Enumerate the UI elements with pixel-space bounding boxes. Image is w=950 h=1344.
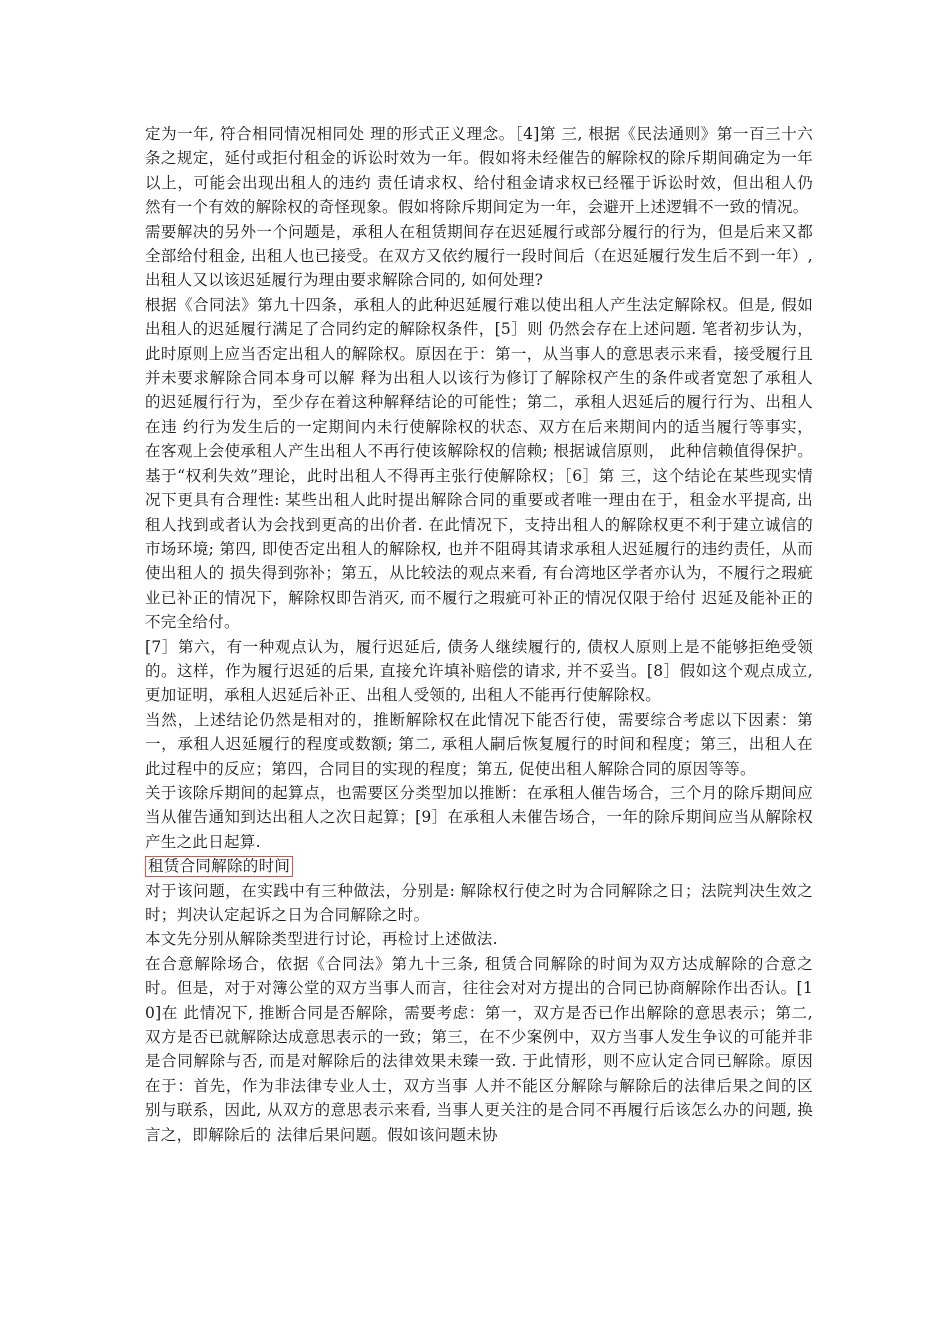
paragraph-5: 当然，上述结论仍然是相对的，推断解除权在此情况下能否行使，需要综合考虑以下因素：第一，承租人迟延履行的程度或数额; 第二, 承租人嗣后恢复履行的时间和程度；第三，出租人在此过程中的反应；第四，合同目的实现的程度；第五, 促使出租人解除合同的原因等等。 xyxy=(145,710,813,778)
paragraph-8: 本文先分别从解除类型进行讨论，再检讨上述做法. xyxy=(145,930,498,949)
paragraph-4: [7］第六，有一种观点认为，履行迟延后, 债务人继续履行的, 债权人原则上是不能够拒绝受领的。这样，作为履行迟延的后果, 直接允许填补赔偿的请求, 并不妥当。[8］假如这个观点成立, 更加证明，承租人迟延后补正、出租人受领的, 出租人不能再行使解除权。 xyxy=(145,637,813,705)
paragraph-6: 关于该除斥期间的起算点，也需要区分类型加以推断：在承租人催告场合，三个月的除斥期间应当从催告通知到达出租人之次日起算；[9］在承租人未催告场合，一年的除斥期间应当从解除权产生之此日起算. xyxy=(145,783,813,851)
section-heading-row xyxy=(145,854,813,878)
document-body xyxy=(145,122,813,1147)
paragraph-3: 根据《合同法》第九十四条，承租人的此种迟延履行难以使出租人产生法定解除权。但是, 假如出租人的迟延履行满足了合同约定的解除权条件，[5］则 仍然会存在上述问题. 笔者初步认为，此时原则上应当否定出租人的解除权。原因在于：第一，从当事人的意思表示来看，接受履行且并未要求解除合同本身可以解 释为出租人以该行为修订了解除权产生的条件或者宽恕了承租人的迟延履行行为，至少存在着这种解释结论的可能性；第二，承租人迟延后的履行行为、出租人在违 约行为发生后的一定期间内未行使解除权的状态、双方在后来期间内的适当履行等事实，在客观上会使承租人产生出租人不再行使该解除权的信赖; 根据诚信原则， 此种信赖值得保护。基于“权利失效”理论，此时出租人不得再主张行使解除权；［6］第 三，这个结论在某些现实情况下更具有合理性: 某些出租人此时提出解除合同的重要或者唯一理由在于，租金水平提高, 出租人找到或者认为会找到更高的出价者. 在此情况下，支持出租人的解除权更不利于建立诚信的市场环境; 第四, 即使否定出租人的解除权, 也并不阻碍其请求承租人迟延履行的违约责任，从而使出租人的 损失得到弥补；第五，从比较法的观点来看, 有台湾地区学者亦认为，不履行之瑕疵业已补正的情况下，解除权即告消灭, 而不履行之瑕疵可补正的情况仅限于给付 迟延及能补正的不完全给付。 xyxy=(145,295,813,632)
paragraph-7: 对于该问题，在实践中有三种做法，分别是: 解除权行使之时为合同解除之日；法院判决生效之时；判决认定起诉之日为合同解除之时。 xyxy=(145,881,813,924)
paragraph-9: 在合意解除场合，依据《合同法》第九十三条, 租赁合同解除的时间为双方达成解除的合意之时。但是，对于对簿公堂的双方当事人而言，往往会对对方提出的合同已协商解除作出否认。[10]在 此情况下, 推断合同是否解除，需要考虑：第一，双方是否已作出解除的意思表示；第二, 双方是否已就解除达成意思表示的一致；第三，在不少案例中，双方当事人发生争议的可能并非是合同解除与否, 而是对解除后的法律效果未臻一致. 于此情形，则不应认定合同已解除。原因在于：首先，作为非法律专业人士，双方当事 人并不能区分解除与解除后的法律后果之间的区别与联系，因此, 从双方的意思表示来看, 当事人更关注的是合同不再履行后该怎么办的问题, 换言之，即解除后的 法律后果问题。假如该问题未协 xyxy=(145,954,813,1144)
paragraph-1: 定为一年, 符合相同情况相同处 理的形式正义理念。［4]第 三, 根据《民法通则》第一百三十六条之规定，延付或拒付租金的诉讼时效为一年。假如将未经催告的解除权的除斥期间确定为一年以上，可能会出现出租人的违约 责任请求权、给付租金请求权已经罹于诉讼时效，但出租人仍然有一个有效的解除权的奇怪现象。假如将除斥期间定为一年，会避开上述逻辑不一致的情况。 xyxy=(145,125,813,217)
paragraph-2: 需要解决的另外一个问题是，承租人在租赁期间存在迟延履行或部分履行的行为，但是后来又都全部给付租金, 出租人也已接受。在双方又依约履行一段时间后（在迟延履行发生后不到一年）, 出租人又以该迟延履行为理由要求解除合同的, 如何处理? xyxy=(145,222,813,290)
section-heading: 租赁合同解除的时间 xyxy=(145,856,293,877)
